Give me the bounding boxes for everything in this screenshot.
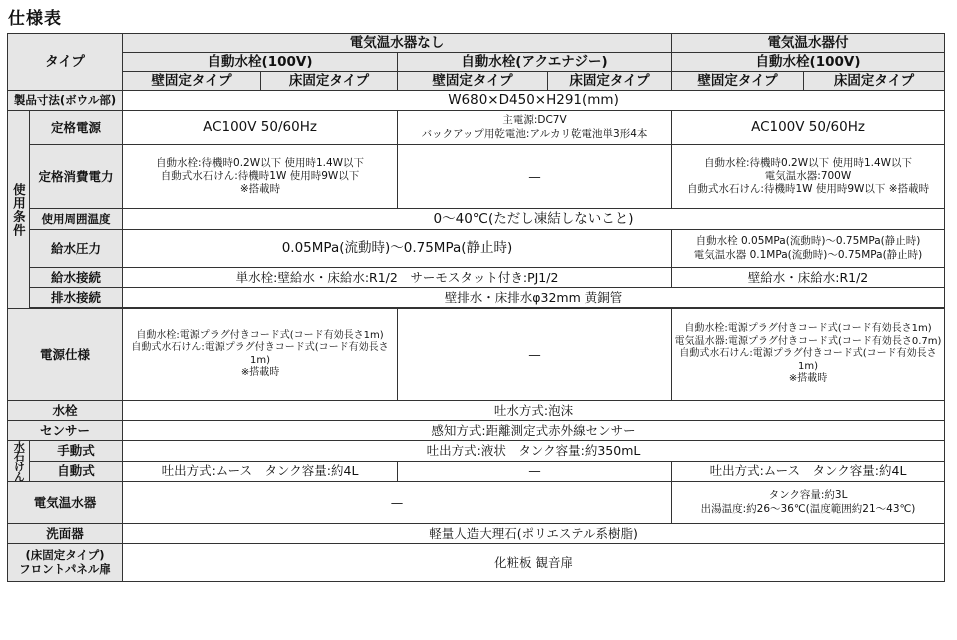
sensor-label: センサー bbox=[8, 421, 123, 441]
temperature-row bbox=[8, 209, 945, 230]
consumption-heater-line3: 自動式水石けん:待機時1W 使用時9W以下 ※搭載時 bbox=[686, 183, 930, 196]
water-pressure-heater-line1: 自動水栓 0.05MPa(流動時)〜0.75MPa(静止時) bbox=[695, 235, 921, 248]
front-panel-value: 化粧板 観音扉 bbox=[123, 544, 945, 582]
group-heater-header: 電気温水器付 bbox=[672, 34, 945, 53]
power-spec-heater-line1: 自動水栓:電源プラグ付きコード式(コード有効長さ1m) bbox=[684, 323, 932, 335]
floor-type-header: 床固定タイプ bbox=[548, 72, 672, 91]
sensor-value: 感知方式:距離測定式赤外線センサー bbox=[123, 421, 945, 441]
front-panel-row bbox=[8, 544, 945, 582]
power-spec-row bbox=[8, 309, 945, 401]
faucet-row bbox=[8, 401, 945, 421]
header-row-3 bbox=[8, 72, 945, 91]
power-label: 定格電源 bbox=[30, 111, 123, 145]
power-spec-label: 電源仕様 bbox=[8, 309, 123, 401]
soap-manual-row bbox=[8, 441, 945, 462]
power-100v: AC100V 50/60Hz bbox=[123, 111, 398, 145]
consumption-label: 定格消費電力 bbox=[30, 145, 123, 209]
soap-manual-value: 吐出方式:液状 タンク容量:約350mL bbox=[123, 441, 945, 462]
size-row bbox=[8, 91, 945, 111]
water-pressure-value: 0.05MPa(流動時)〜0.75MPa(静止時) bbox=[123, 230, 672, 268]
water-pressure-row bbox=[8, 230, 945, 268]
basin-row bbox=[8, 524, 945, 544]
drain-connection-value: 壁排水・床排水φ32mm 黄銅管 bbox=[123, 288, 945, 308]
header-row-2 bbox=[8, 53, 945, 72]
soap-auto-100v: 吐出方式:ムース タンク容量:約4L bbox=[123, 461, 398, 482]
water-heater-label: 電気温水器 bbox=[8, 482, 123, 524]
wall-type-header: 壁固定タイプ bbox=[398, 72, 548, 91]
consumption-row bbox=[8, 145, 945, 209]
water-pressure-label: 給水圧力 bbox=[30, 230, 123, 268]
water-heater-none: — bbox=[123, 482, 672, 524]
power-spec-100v-line1: 自動水栓:電源プラグ付きコード式(コード有効長さ1m) bbox=[136, 329, 384, 341]
power-spec-heater bbox=[672, 309, 945, 401]
faucet-100v-heater-header: 自動水栓(100V) bbox=[672, 53, 945, 72]
soap-group-label: 水石けん bbox=[8, 441, 30, 482]
faucet-label: 水栓 bbox=[8, 401, 123, 421]
group-no-heater-header: 電気温水器なし bbox=[123, 34, 672, 53]
consumption-heater-line1: 自動水栓:待機時0.2W以下 使用時1.4W以下 bbox=[703, 156, 913, 169]
front-panel-label bbox=[8, 544, 123, 582]
soap-auto-label: 自動式 bbox=[30, 461, 123, 482]
soap-auto-row bbox=[8, 461, 945, 482]
wall-type-header: 壁固定タイプ bbox=[123, 72, 261, 91]
power-spec-heater-line4: ※搭載時 bbox=[788, 373, 828, 385]
water-connection-value: 単水栓:壁給水・床給水:R1/2 サーモスタット付き:PJ1/2 bbox=[123, 268, 672, 288]
consumption-100v-line2: 自動式水石けん:待機時1W 使用時9W以下 bbox=[160, 169, 360, 182]
faucet-aqua-header: 自動水栓(アクエナジー) bbox=[398, 53, 672, 72]
power-aqua bbox=[398, 111, 672, 145]
temperature-label: 使用周囲温度 bbox=[30, 209, 123, 230]
water-heater-row bbox=[8, 482, 945, 524]
page-title: 仕様表 bbox=[8, 9, 62, 29]
consumption-100v bbox=[123, 145, 398, 209]
header-row-1 bbox=[8, 34, 945, 53]
water-heater-line1: タンク容量:約3L bbox=[768, 489, 848, 502]
water-heater-value bbox=[672, 482, 945, 524]
power-spec-aqua: — bbox=[398, 309, 672, 401]
spec-table bbox=[7, 33, 945, 582]
water-connection-row bbox=[8, 268, 945, 288]
soap-manual-label: 手動式 bbox=[30, 441, 123, 462]
water-pressure-heater bbox=[672, 230, 945, 268]
water-heater-line2: 出湯温度:約26〜36℃(温度範囲約21〜43℃) bbox=[700, 502, 916, 515]
basin-value: 軽量人造大理石(ポリエステル系樹脂) bbox=[123, 524, 945, 544]
power-aqua-line1: 主電源:DC7V bbox=[502, 114, 567, 127]
soap-auto-aqua: — bbox=[398, 461, 672, 482]
consumption-heater bbox=[672, 145, 945, 209]
front-panel-label-line1: (床固定タイプ) bbox=[25, 547, 105, 562]
faucet-100v-header: 自動水栓(100V) bbox=[123, 53, 398, 72]
drain-connection-label: 排水接続 bbox=[30, 288, 123, 308]
consumption-100v-line3: ※搭載時 bbox=[239, 183, 281, 196]
water-pressure-heater-line2: 電気温水器 0.1MPa(流動時)〜0.75MPa(静止時) bbox=[693, 248, 923, 261]
temperature-value: 0〜40℃(ただし凍結しないこと) bbox=[123, 209, 945, 230]
consumption-heater-line2: 電気温水器:700W bbox=[764, 169, 852, 182]
floor-type-header: 床固定タイプ bbox=[261, 72, 398, 91]
water-connection-label: 給水接続 bbox=[30, 268, 123, 288]
type-header: タイプ bbox=[8, 34, 123, 91]
power-spec-heater-line2: 電気温水器:電源プラグ付きコード式(コード有効長さ0.7m) bbox=[674, 335, 942, 347]
wall-type-header: 壁固定タイプ bbox=[672, 72, 804, 91]
power-spec-100v-line3: ※搭載時 bbox=[240, 367, 280, 378]
power-row bbox=[8, 111, 945, 145]
floor-type-header: 床固定タイプ bbox=[804, 72, 945, 91]
consumption-aqua: — bbox=[398, 145, 672, 209]
power-spec-100v-line2: 自動式水石けん:電源プラグ付きコード式(コード有効長さ1m) bbox=[131, 342, 389, 366]
sensor-row bbox=[8, 421, 945, 441]
soap-auto-heater: 吐出方式:ムース タンク容量:約4L bbox=[672, 461, 945, 482]
size-value: W680×D450×H291(mm) bbox=[123, 91, 945, 111]
power-spec-100v bbox=[123, 309, 398, 401]
power-aqua-line2: バックアップ用乾電池:アルカリ乾電池単3形4本 bbox=[421, 127, 648, 140]
usage-group-label: 使用条件 bbox=[8, 111, 30, 309]
power-heater: AC100V 50/60Hz bbox=[672, 111, 945, 145]
faucet-value: 吐水方式:泡沫 bbox=[123, 401, 945, 421]
power-spec-heater-line3: 自動式水石けん:電源プラグ付きコード式(コード有効長さ1m) bbox=[679, 348, 937, 372]
size-label: 製品寸法(ボウル部) bbox=[8, 91, 123, 111]
basin-label: 洗面器 bbox=[8, 524, 123, 544]
consumption-100v-line1: 自動水栓:待機時0.2W以下 使用時1.4W以下 bbox=[155, 156, 365, 169]
water-connection-heater: 壁給水・床給水:R1/2 bbox=[672, 268, 945, 288]
drain-connection-row bbox=[8, 288, 945, 308]
front-panel-label-line2: フロントパネル扉 bbox=[19, 561, 111, 576]
